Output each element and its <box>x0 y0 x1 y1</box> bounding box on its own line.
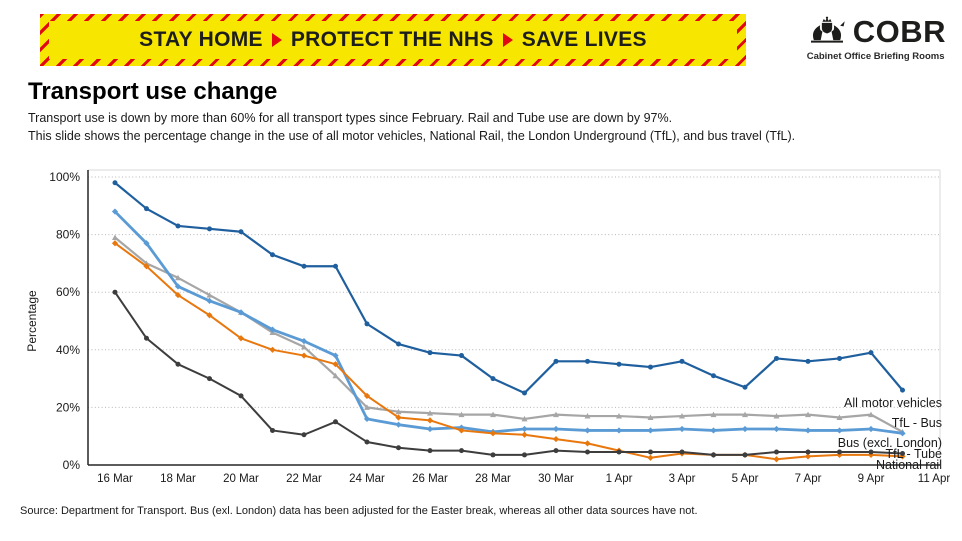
series-line-tfl-bus <box>115 237 903 431</box>
data-point-bus-excl-london <box>773 426 779 432</box>
data-point-all-motor-vehicles <box>270 252 275 257</box>
x-tick-30-mar: 30 Mar <box>538 473 574 485</box>
data-point-tfl-tube <box>144 336 149 341</box>
data-point-all-motor-vehicles <box>554 359 559 364</box>
data-point-all-motor-vehicles <box>365 321 370 326</box>
data-point-bus-excl-london <box>805 427 811 433</box>
banner-text-save-lives: SAVE LIVES <box>521 28 647 51</box>
data-point-all-motor-vehicles <box>617 362 622 367</box>
data-point-tfl-tube <box>774 450 779 455</box>
x-tick-9-apr: 9 Apr <box>857 473 885 485</box>
data-point-tfl-tube <box>396 445 401 450</box>
data-point-tfl-tube <box>207 376 212 381</box>
data-point-tfl-tube <box>239 393 244 398</box>
x-tick-24-mar: 24 Mar <box>349 473 385 485</box>
y-tick-100: 100% <box>49 170 80 184</box>
data-point-tfl-tube <box>648 450 653 455</box>
y-tick-80: 80% <box>55 227 80 242</box>
y-tick-60: 60% <box>55 285 80 300</box>
x-tick-1-apr: 1 Apr <box>605 473 633 485</box>
data-point-all-motor-vehicles <box>585 359 590 364</box>
data-point-bus-excl-london <box>647 427 653 433</box>
data-point-bus-excl-london <box>616 427 622 433</box>
data-point-all-motor-vehicles <box>333 264 338 269</box>
banner-text-stay-home: STAY HOME <box>139 28 263 51</box>
data-point-tfl-tube <box>806 450 811 455</box>
data-point-bus-excl-london <box>521 426 527 432</box>
data-point-all-motor-vehicles <box>711 373 716 378</box>
data-point-bus-excl-london <box>836 427 842 433</box>
data-point-all-motor-vehicles <box>396 342 401 347</box>
data-point-tfl-tube <box>869 450 874 455</box>
data-point-tfl-tube <box>459 448 464 453</box>
cobr-logo-title: COBR <box>852 14 946 49</box>
y-axis-label: Percentage <box>25 290 39 352</box>
data-point-tfl-tube <box>333 419 338 424</box>
data-point-national-rail <box>301 352 307 358</box>
data-point-all-motor-vehicles <box>743 385 748 390</box>
data-point-tfl-tube <box>617 450 622 455</box>
data-point-tfl-tube <box>302 432 307 437</box>
y-tick-20: 20% <box>55 400 80 415</box>
royal-coat-of-arms-icon <box>807 15 847 48</box>
x-tick-11-apr: 11 Apr <box>917 473 950 485</box>
data-point-all-motor-vehicles <box>459 353 464 358</box>
subtitle-line-2: This slide shows the percentage change in the use of all motor vehicles, National Rail, the London Underground (TfL), and bus travel (TfL). <box>28 129 796 143</box>
data-point-tfl-tube <box>585 450 590 455</box>
x-tick-20-mar: 20 Mar <box>223 473 259 485</box>
banner-message <box>139 28 647 52</box>
y-tick-0: 0% <box>62 458 80 472</box>
chevron-icon <box>503 33 513 47</box>
x-tick-7-apr: 7 Apr <box>794 473 822 485</box>
data-point-tfl-tube <box>270 428 275 433</box>
series-label-tfl-tube: TfL - Tube <box>885 447 942 461</box>
data-point-national-rail <box>647 455 653 461</box>
x-tick-5-apr: 5 Apr <box>731 473 759 485</box>
data-point-bus-excl-london <box>395 422 401 428</box>
subtitle-line-1: Transport use is down by more than 60% for all transport types since February. Rail and Tube use are down by 97%. <box>28 111 673 125</box>
data-point-all-motor-vehicles <box>680 359 685 364</box>
data-point-bus-excl-london <box>868 426 874 432</box>
data-point-tfl-tube <box>491 452 496 457</box>
data-point-tfl-tube <box>711 452 716 457</box>
data-point-all-motor-vehicles <box>144 206 149 211</box>
stay-home-banner <box>40 14 746 66</box>
data-point-national-rail <box>427 417 433 423</box>
data-point-all-motor-vehicles <box>239 229 244 234</box>
data-point-tfl-tube <box>113 290 118 295</box>
data-point-tfl-tube <box>428 448 433 453</box>
series-line-bus-excl-london <box>115 212 903 434</box>
data-point-tfl-tube <box>554 448 559 453</box>
series-label-bus-excl-london: Bus (excl. London) <box>837 436 942 450</box>
data-point-all-motor-vehicles <box>648 365 653 370</box>
slide-header <box>28 78 928 145</box>
data-point-tfl-tube <box>522 452 527 457</box>
x-tick-3-apr: 3 Apr <box>668 473 696 485</box>
data-point-all-motor-vehicles <box>207 226 212 231</box>
transport-use-line-chart <box>20 168 950 498</box>
data-point-all-motor-vehicles <box>302 264 307 269</box>
x-tick-18-mar: 18 Mar <box>160 473 196 485</box>
data-point-national-rail <box>553 436 559 442</box>
data-point-all-motor-vehicles <box>900 388 905 393</box>
x-tick-22-mar: 22 Mar <box>286 473 322 485</box>
data-point-tfl-bus <box>112 234 118 240</box>
data-point-tfl-tube <box>743 452 748 457</box>
data-point-tfl-tube <box>365 439 370 444</box>
page-title: Transport use change <box>28 78 278 105</box>
data-point-all-motor-vehicles <box>774 356 779 361</box>
cobr-logo-subtitle: Cabinet Office Briefing Rooms <box>806 51 945 62</box>
data-point-national-rail <box>269 347 275 353</box>
banner-text-protect-nhs: PROTECT THE NHS <box>290 28 494 51</box>
data-point-bus-excl-london <box>553 426 559 432</box>
data-point-all-motor-vehicles <box>869 350 874 355</box>
series-line-all-motor-vehicles <box>115 183 903 393</box>
data-point-bus-excl-london <box>710 427 716 433</box>
data-point-all-motor-vehicles <box>428 350 433 355</box>
series-label-tfl-bus: TfL - Bus <box>891 416 942 430</box>
x-tick-16-mar: 16 Mar <box>97 473 133 485</box>
data-point-national-rail <box>521 432 527 438</box>
series-line-national-rail <box>115 243 903 459</box>
data-point-bus-excl-london <box>584 427 590 433</box>
source-note: Source: Department for Transport. Bus (exl. London) data has been adjusted for the Easter break, whereas all other data sources have not. <box>20 505 698 517</box>
data-point-all-motor-vehicles <box>806 359 811 364</box>
cobr-logo <box>807 15 946 62</box>
x-tick-26-mar: 26 Mar <box>412 473 448 485</box>
data-point-tfl-tube <box>680 450 685 455</box>
data-point-national-rail <box>584 440 590 446</box>
data-point-all-motor-vehicles <box>491 376 496 381</box>
series-label-national-rail: National rail <box>875 458 942 472</box>
data-point-bus-excl-london <box>679 426 685 432</box>
data-point-all-motor-vehicles <box>176 223 181 228</box>
data-point-national-rail <box>773 456 779 462</box>
data-point-all-motor-vehicles <box>522 391 527 396</box>
x-tick-28-mar: 28 Mar <box>475 473 511 485</box>
data-point-all-motor-vehicles <box>837 356 842 361</box>
data-point-tfl-tube <box>837 450 842 455</box>
chevron-icon <box>272 33 282 47</box>
data-point-all-motor-vehicles <box>113 180 118 185</box>
data-point-tfl-tube <box>176 362 181 367</box>
y-tick-40: 40% <box>55 342 80 357</box>
data-point-bus-excl-london <box>427 426 433 432</box>
series-label-all-motor-vehicles: All motor vehicles <box>844 396 942 410</box>
data-point-bus-excl-london <box>742 426 748 432</box>
